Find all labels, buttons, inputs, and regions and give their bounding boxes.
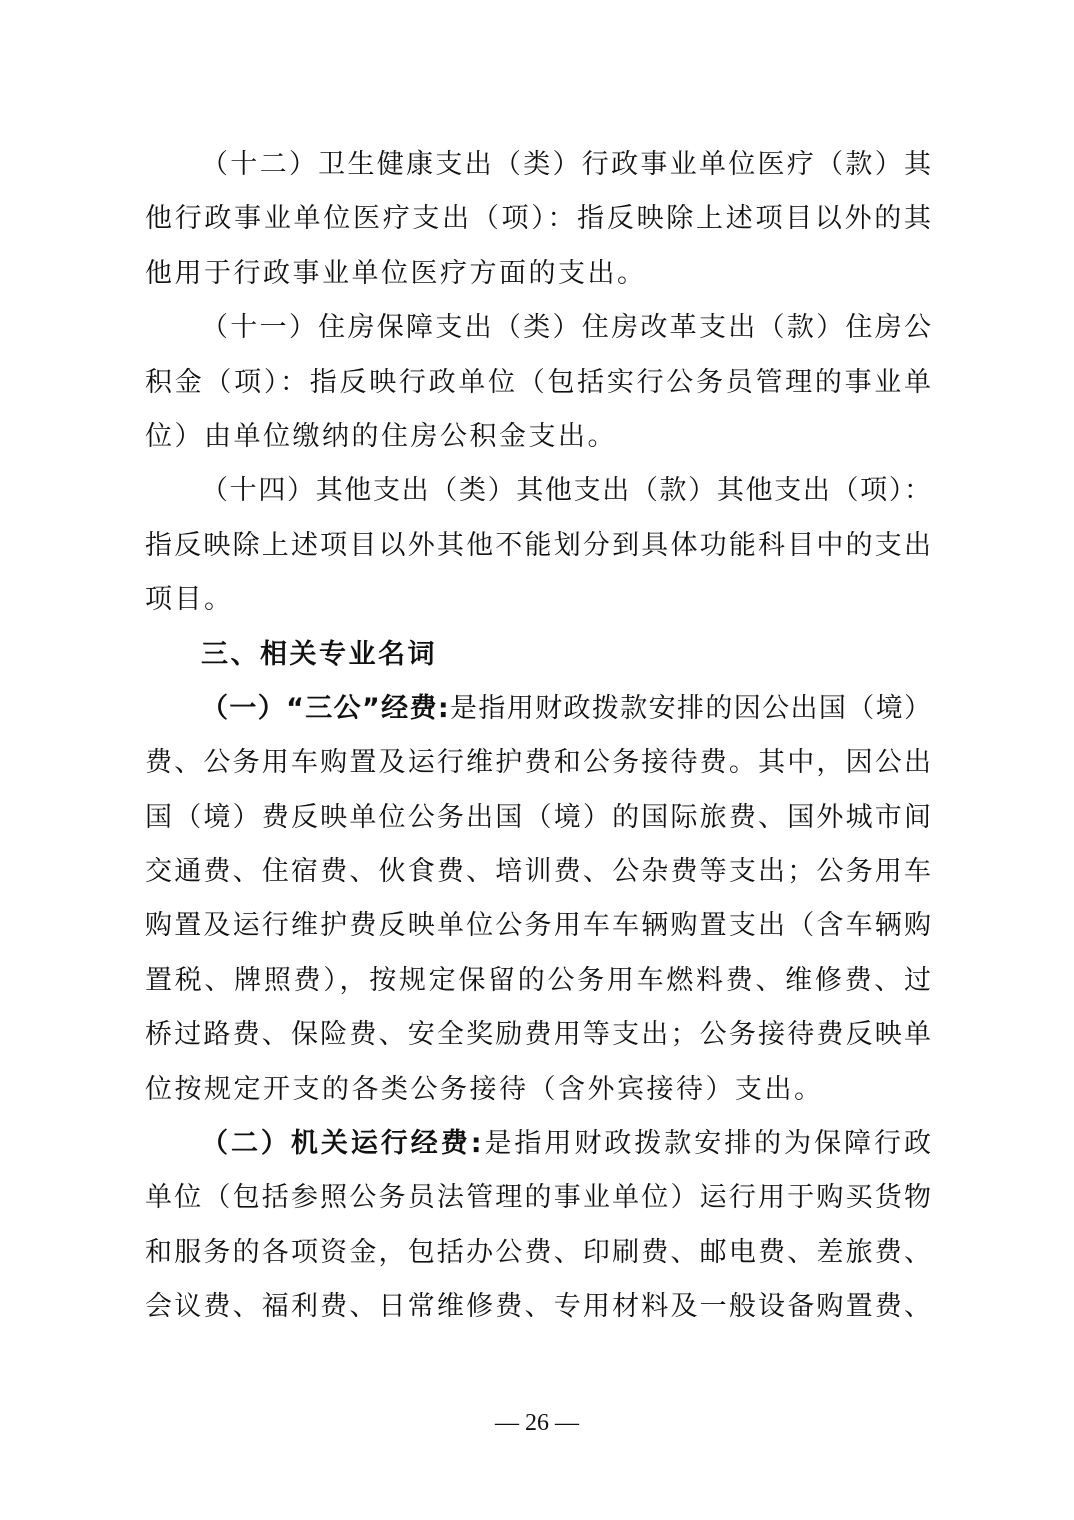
paragraph-line: 位）由单位缴纳的住房公积金支出。 bbox=[145, 420, 617, 452]
paragraph-line: 积金（项）：指反映行政单位（包括实行公务员管理的事业单 bbox=[145, 366, 931, 398]
paragraph-line: 他行政事业单位医疗支出（项）：指反映除上述项目以外的其 bbox=[145, 203, 931, 235]
section-heading: 三、相关专业名词 bbox=[201, 638, 437, 670]
paragraph-line: 他用于行政事业单位医疗方面的支出。 bbox=[145, 257, 647, 289]
paragraph-line: 会议费、福利费、日常维修费、专用材料及一般设备购置费、 bbox=[145, 1291, 931, 1323]
page-number: — 26 — bbox=[495, 1410, 579, 1436]
term-sangong: （一）“三公”经费: bbox=[201, 692, 449, 724]
paragraph-line: 费、公务用车购置及运行维护费和公务接待费。其中，因公出 bbox=[145, 747, 931, 779]
document-body bbox=[145, 138, 931, 1335]
paragraph-line: 单位（包括参照公务员法管理的事业单位）运行用于购买货物 bbox=[145, 1182, 931, 1214]
term-jiguan: （二）机关运行经费: bbox=[201, 1128, 482, 1160]
paragraph-line: 国（境）费反映单位公务出国（境）的国际旅费、国外城市间 bbox=[145, 801, 931, 833]
paragraph-line: 和服务的各项资金，包括办公费、印刷费、邮电费、差旅费、 bbox=[145, 1236, 931, 1268]
paragraph-line: （十二）卫生健康支出（类）行政事业单位医疗（款）其 bbox=[201, 149, 931, 180]
paragraph-line: （十一）住房保障支出（类）住房改革支出（款）住房公 bbox=[201, 312, 931, 344]
paragraph-line: 购置及运行维护费反映单位公务用车车辆购置支出（含车辆购 bbox=[145, 910, 931, 942]
paragraph-line: 置税、牌照费），按规定保留的公务用车燃料费、维修费、过 bbox=[145, 964, 931, 996]
paragraph-line: 项目。 bbox=[145, 584, 234, 616]
jiguan-first-line bbox=[145, 1117, 931, 1171]
paragraph-line: 位按规定开支的各类公务接待（含外宾接待）支出。 bbox=[145, 1073, 824, 1105]
sangong-first-line bbox=[145, 682, 931, 736]
paragraph-line: 桥过路费、保险费、安全奖励费用等支出；公务接待费反映单 bbox=[145, 1019, 931, 1051]
paragraph-line: 指反映除上述项目以外其他不能划分到具体功能科目中的支出 bbox=[145, 529, 931, 561]
paragraph-line: （十四）其他支出（类）其他支出（款）其他支出（项）： bbox=[201, 475, 931, 507]
definition-text: 是指用财政拨款安排的因公出国（境） bbox=[448, 692, 931, 724]
paragraph-line: 交通费、住宿费、伙食费、培训费、公杂费等支出；公务用车 bbox=[145, 856, 931, 888]
definition-text: 是指用财政拨款安排的为保障行政 bbox=[481, 1128, 931, 1160]
